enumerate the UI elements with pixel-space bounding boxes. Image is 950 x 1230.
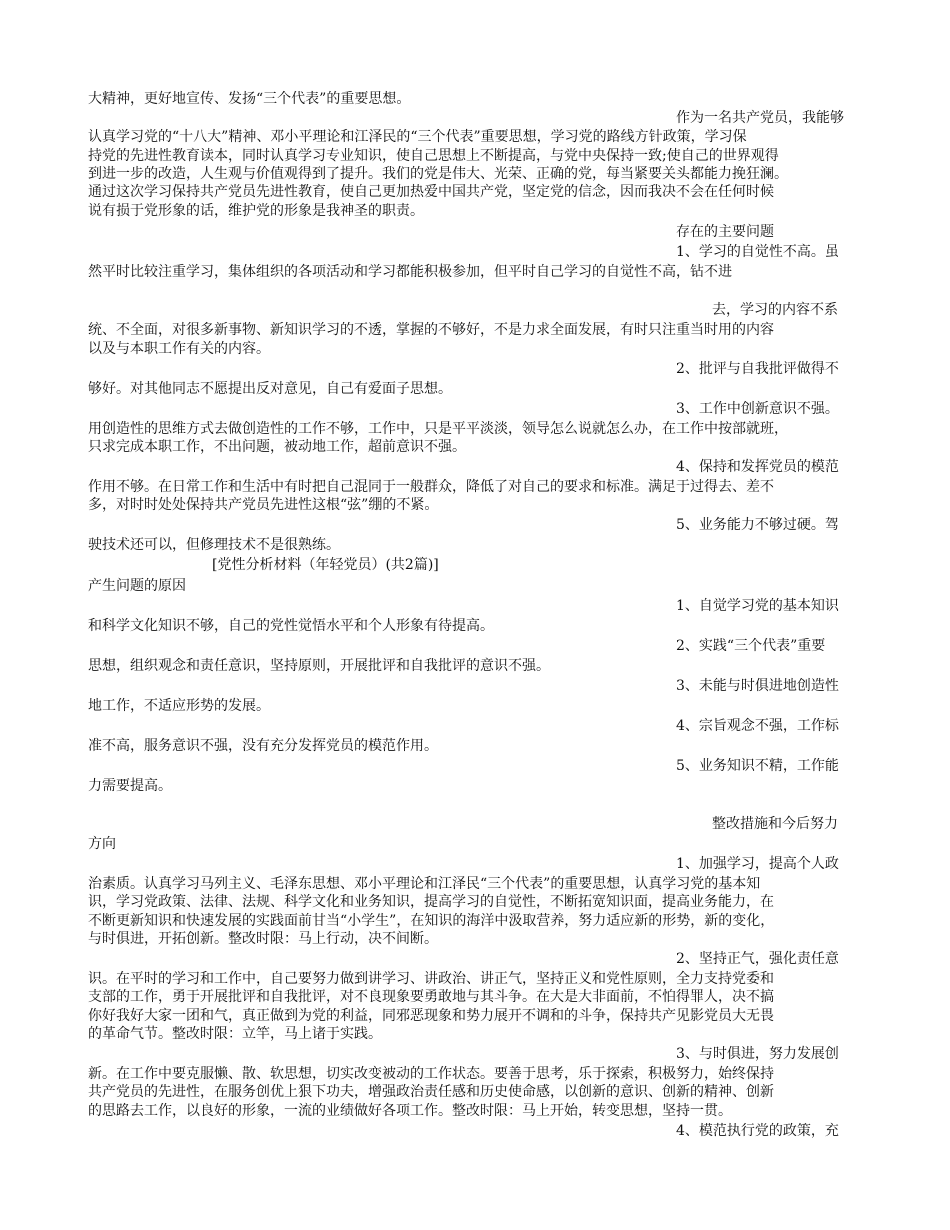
paragraph-start-line: 2、实践“三个代表”重要 (676, 638, 826, 654)
body-text-line: 以及与本职工作有关的内容。 (88, 341, 270, 357)
paragraph-start-line: 3、与时俱进，努力发展创 (676, 1046, 839, 1062)
paragraph-start-line: 4、宗旨观念不强，工作标 (676, 718, 839, 734)
body-text-line: 够好。对其他同志不愿提出反对意见，自己有爱面子思想。 (88, 381, 452, 397)
section-heading: 存在的主要问题 (676, 224, 774, 240)
body-text-line: 支部的工作，勇于开展批评和自我批评，对不良现象要勇敢地与其斗争。在大是大非面前，不怕得罪人，决不搞 (88, 989, 774, 1005)
section-heading: 产生问题的原因 (88, 578, 186, 594)
paragraph-start-line: 2、批评与自我批评做得不 (676, 361, 839, 377)
body-text-line: 识，学习党政策、法律、法规、科学文化和业务知识，提高学习的自觉性，不断拓宽知识面，提高业务能力，在 (88, 894, 774, 910)
body-text-line: 驶技术还可以，但修理技术不是很熟练。 (88, 537, 340, 553)
body-text-line: 力需要提高。 (88, 778, 172, 794)
body-text-line: 识。在平时的学习和工作中，自己要努力做到讲学习、讲政治、讲正气，坚持正义和党性原则，全力支持党委和 (88, 971, 774, 987)
document-title: [党性分析材料（年轻党员）(共2篇)] (212, 557, 439, 573)
body-text-line: 共产党员的先进性，在服务创优上狠下功夫，增强政治责任感和历史使命感，以创新的意识、创新的精神、创新 (88, 1084, 774, 1100)
body-text-line: 与时俱进，开拓创新。整改时限：马上行动，决不间断。 (88, 931, 438, 947)
paragraph-start-line: 4、保持和发挥党员的模范 (676, 459, 839, 475)
body-text-line: 治素质。认真学习马列主义、毛泽东思想、邓小平理论和江泽民“三个代表”的重要思想，认真学习党的基本知 (88, 876, 761, 892)
paragraph-start-line: 去，学习的内容不系 (712, 302, 838, 318)
body-text-line: 到进一步的改造，人生观与价值观得到了提升。我们的党是伟大、光荣、正确的党，每当紧要关头都能力挽狂澜。 (88, 166, 788, 182)
body-text-line: 然平时比较注重学习，集体组织的各项活动和学习都能积极参加，但平时自己学习的自觉性不高，钻不进 (88, 264, 732, 280)
body-text-line: 多，对时时处处保持共产党员先进性这根“弦”绷的不紧。 (88, 497, 439, 513)
paragraph-start-line: 作为一名共产党员，我能够 (676, 110, 844, 126)
body-text-line: 新。在工作中要克服懒、散、软思想，切实改变被动的工作状态。要善于思考，乐于探索，积极努力，始终保持 (88, 1066, 774, 1082)
body-text-line: 不断更新知识和快速发展的实践面前甘当“小学生”，在知识的海洋中汲取营养，努力适应新的形势，新的变化， (88, 913, 775, 929)
body-text-line: 统、不全面，对很多新事物、新知识学习的不透，掌握的不够好，不是力求全面发展，有时只注重当时用的内容 (88, 322, 774, 338)
body-text-line: 通过这次学习保持共产党员先进性教育，使自己更加热爱中国共产党，坚定党的信念，因而我决不会在任何时候 (88, 184, 774, 200)
body-text-line: 用创造性的思维方式去做创造性的工作不够，工作中，只是平平淡淡，领导怎么说就怎么办，在工作中按部就班， (88, 421, 788, 437)
body-text-line: 地工作，不适应形势的发展。 (88, 698, 270, 714)
paragraph-start-line: 3、未能与时俱进地创造性 (676, 678, 839, 694)
body-text-line: 你好我好大家一团和气，真正做到为党的利益，同邪恶现象和势力展开不调和的斗争，保持共产见影党员大无畏 (88, 1008, 774, 1024)
paragraph-start-line: 5、业务知识不精，工作能 (676, 758, 839, 774)
body-text-line: 只求完成本职工作，不出问题，被动地工作，超前意识不强。 (88, 439, 466, 455)
body-text-line: 的思路去工作，以良好的形象，一流的业绩做好各项工作。整改时限：马上开始，转变思想，坚持一贯。 (88, 1103, 732, 1119)
body-text-line: 大精神，更好地宣传、发扬“三个代表”的重要思想。 (88, 91, 411, 107)
body-text-line: 说有损于党形象的话，维护党的形象是我神圣的职责。 (88, 203, 424, 219)
section-heading: 整改措施和今后努力 (712, 816, 838, 832)
body-text-line: 思想，组织观念和责任意识，坚持原则，开展批评和自我批评的意识不强。 (88, 658, 550, 674)
body-text-line: 作用不够。在日常工作和生活中有时把自己混同于一般群众，降低了对自己的要求和标准。满足于过得去、差不 (88, 479, 774, 495)
body-text-line: 认真学习党的“十八大”精神、邓小平理论和江泽民的“三个代表”重要思想，学习党的路线方针政策，学习保 (88, 129, 747, 145)
body-text-line: 持党的先进性教育读本，同时认真学习专业知识，使自己思想上不断提高，与党中央保持一致;使自己的世界观得 (88, 148, 779, 164)
paragraph-start-line: 1、加强学习，提高个人政 (676, 856, 839, 872)
body-text-line: 的革命气节。整改时限：立竿，马上诸于实践。 (88, 1026, 382, 1042)
body-text-line: 准不高，服务意识不强，没有充分发挥党员的模范作用。 (88, 738, 438, 754)
paragraph-start-line: 1、学习的自觉性不高。虽 (676, 244, 839, 260)
paragraph-start-line: 5、业务能力不够过硬。驾 (676, 517, 839, 533)
body-text-line: 和科学文化知识不够，自己的党性觉悟水平和个人形象有待提高。 (88, 618, 494, 634)
paragraph-start-line: 2、坚持正气，强化责任意 (676, 951, 839, 967)
paragraph-start-line: 1、自觉学习党的基本知识 (676, 598, 839, 614)
paragraph-start-line: 4、模范执行党的政策，充 (676, 1123, 839, 1139)
paragraph-start-line: 3、工作中创新意识不强。 (676, 401, 839, 417)
section-heading-continued: 方向 (88, 836, 116, 852)
